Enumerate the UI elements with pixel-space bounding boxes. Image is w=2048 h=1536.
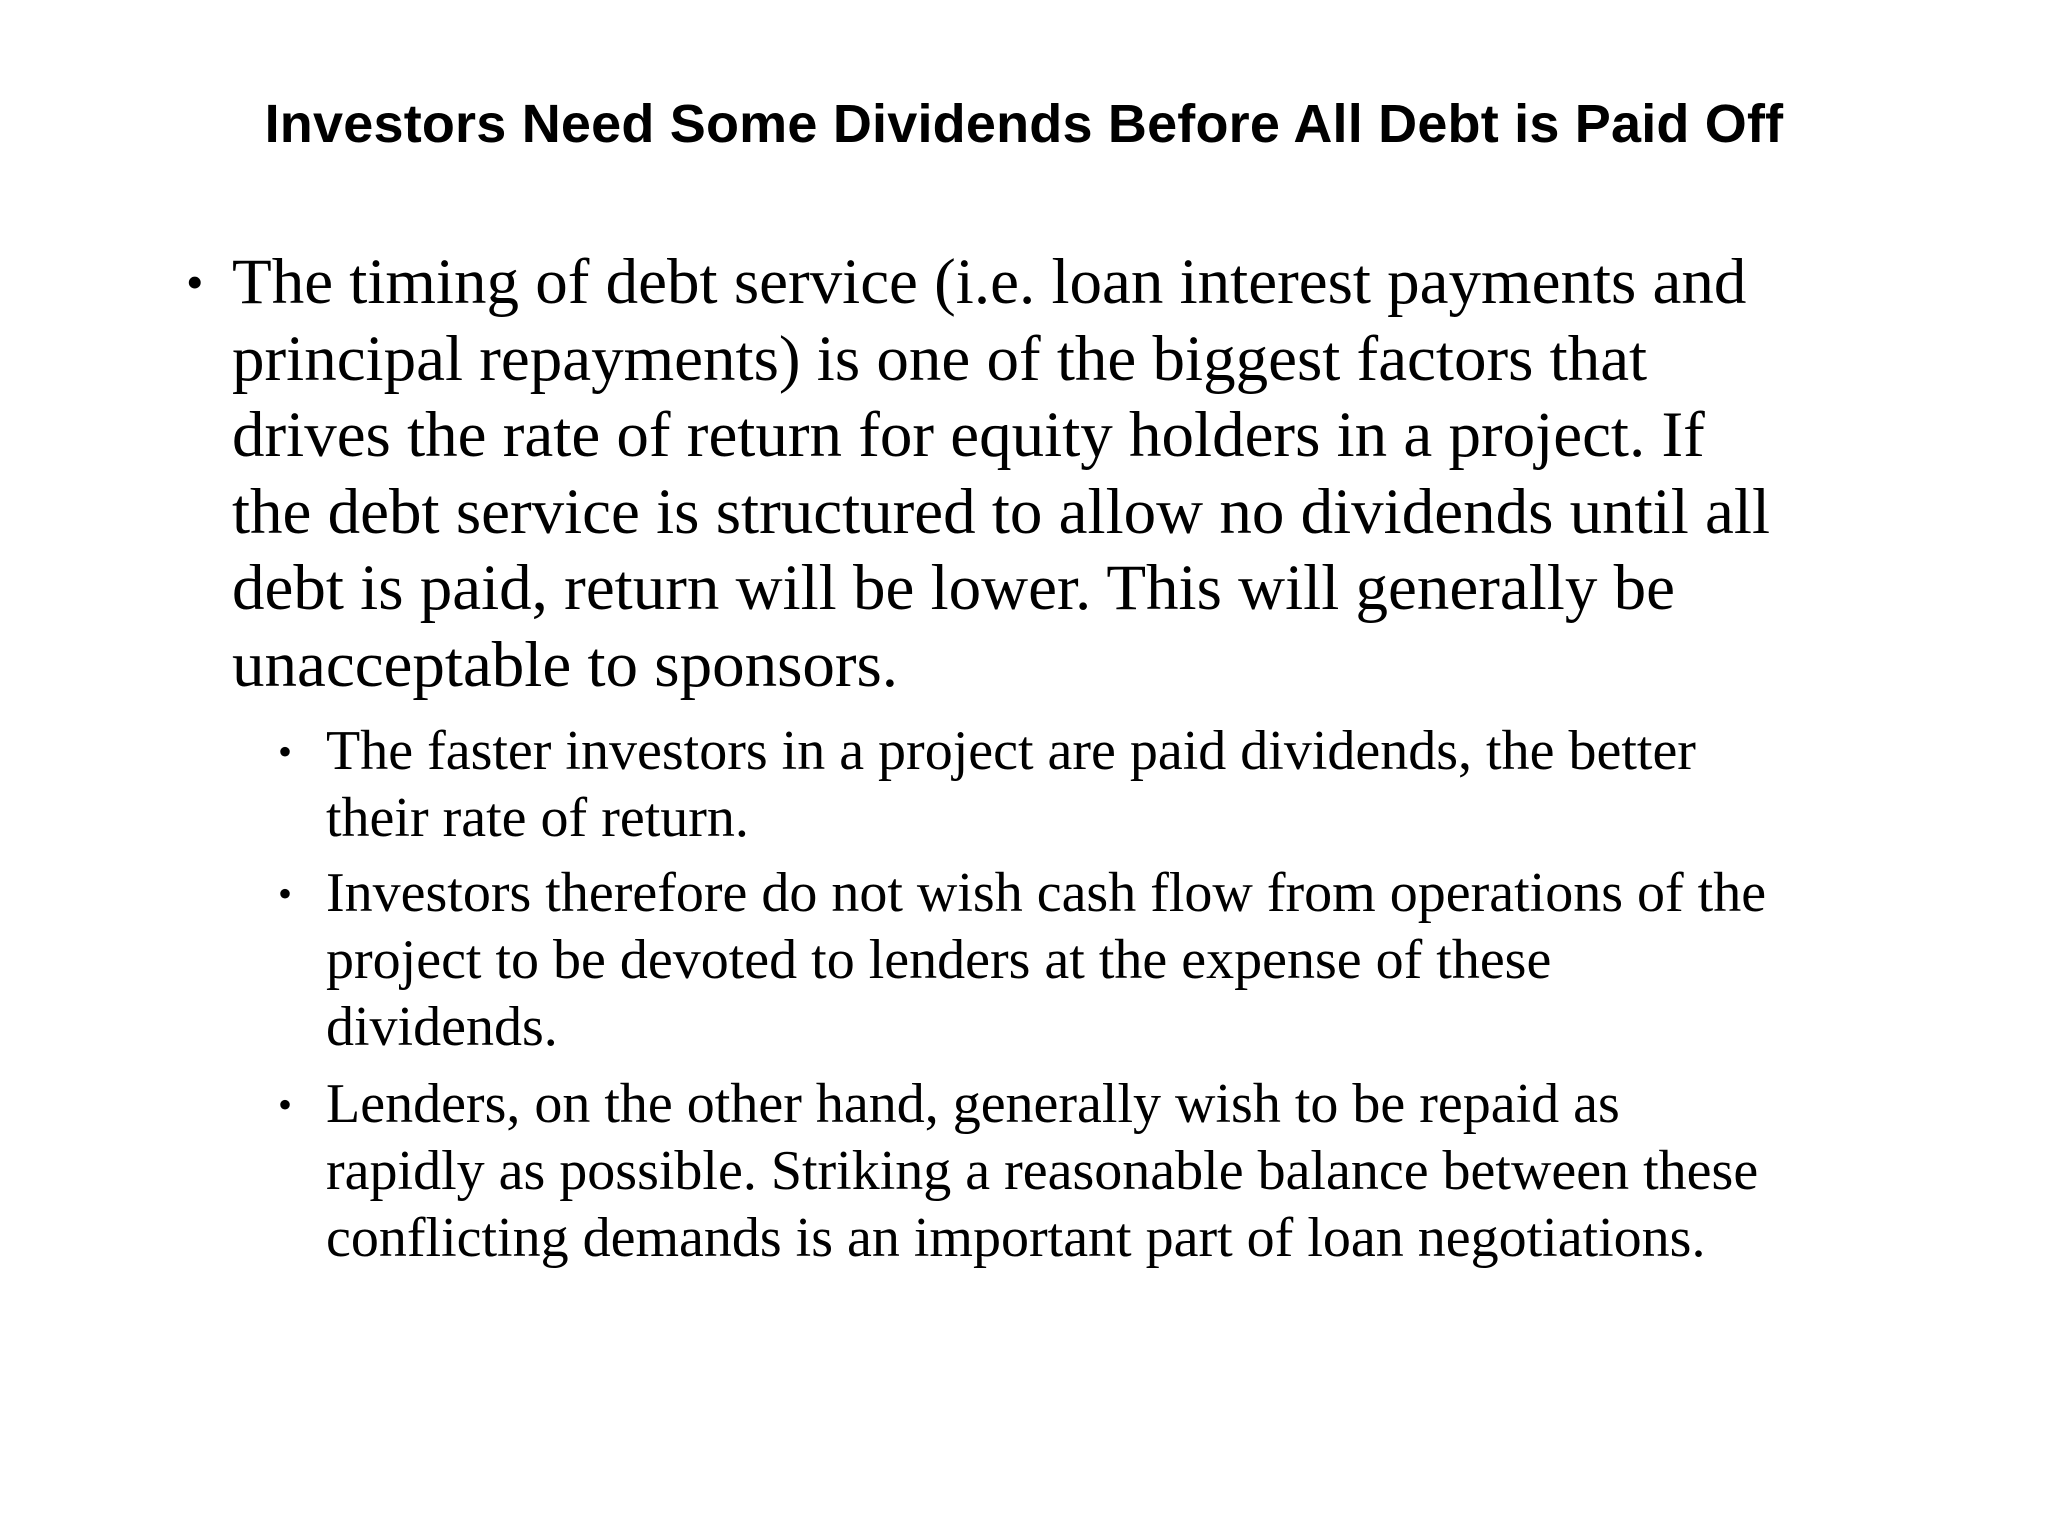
text-line: The faster investors in a project are paid dividends, the better bbox=[326, 720, 1696, 782]
text-line: debt is paid, return will be lower. This will generally be bbox=[232, 552, 1675, 624]
text-line: drives the rate of return for equity holders in a project. If bbox=[232, 399, 1705, 471]
sub-bullet-text bbox=[326, 860, 1986, 1061]
text-line: unacceptable to sponsors. bbox=[232, 628, 899, 701]
bullet-marker: • bbox=[186, 254, 204, 310]
text-line: Investors therefore do not wish cash flow from operations of the bbox=[326, 862, 1767, 924]
text-line: dividends. bbox=[326, 996, 558, 1058]
text-line: rapidly as possible. Striking a reasonable balance between these bbox=[326, 1140, 1759, 1202]
main-bullet-text bbox=[232, 244, 1932, 703]
slide-title: Investors Need Some Dividends Before All Debt is Paid Off bbox=[264, 94, 1784, 154]
text-line: Lenders, on the other hand, generally wish to be repaid as bbox=[326, 1073, 1620, 1135]
sub-bullet-text bbox=[326, 1071, 1986, 1272]
text-line: the debt service is structured to allow no dividends until all bbox=[232, 475, 1771, 548]
sub-bullet-marker: • bbox=[278, 1082, 293, 1127]
sub-bullet-marker: • bbox=[278, 729, 293, 774]
text-line: project to be devoted to lenders at the expense of these bbox=[326, 929, 1552, 991]
text-line: principal repayments) is one of the biggest factors that bbox=[232, 322, 1648, 395]
text-line: conflicting demands is an important part of loan negotiations. bbox=[326, 1207, 1706, 1269]
text-line: their rate of return. bbox=[326, 787, 749, 849]
sub-bullet-text bbox=[326, 718, 1986, 852]
text-line: The timing of debt service (i.e. loan interest payments and bbox=[232, 246, 1747, 318]
sub-bullet-marker: • bbox=[278, 871, 293, 916]
